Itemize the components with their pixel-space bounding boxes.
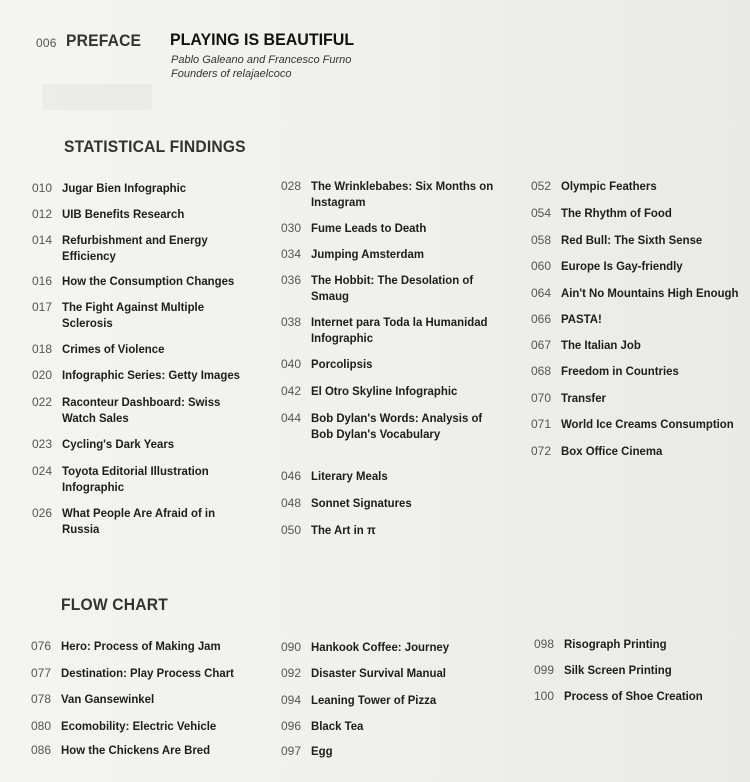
entry-page-number: 077 [31, 666, 52, 680]
entry-title: Destination: Play Process Chart [61, 666, 234, 680]
entry-title: Toyota Editorial Illustration Infographic [62, 464, 209, 494]
entry-page-number: 100 [534, 689, 555, 703]
entry-title: The Rhythm of Food [561, 206, 672, 220]
entry-title: How the Consumption Changes [62, 274, 235, 288]
entry-title: The Wrinklebabes: Six Months on Instagram [311, 179, 494, 209]
entry-page-number: 018 [32, 342, 53, 356]
entry-title: Fume Leads to Death [311, 221, 427, 235]
entry-title: UIB Benefits Research [62, 207, 185, 221]
preface-author-line-2: Founders of relajaelcoco [171, 68, 292, 80]
entry-page-number: 070 [531, 391, 552, 405]
entry-title: The Italian Job [561, 338, 641, 352]
entry-title: Van Gansewinkel [61, 692, 155, 706]
preface-section-label: PREFACE [66, 31, 142, 50]
entry-page-number: 094 [281, 693, 302, 707]
entry-page-number: 012 [32, 207, 53, 221]
entry-title: Ecomobility: Electric Vehicle [61, 719, 217, 733]
entry-title: The Art in π [311, 523, 376, 537]
entry-page-number: 038 [281, 315, 302, 329]
entry-page-number: 066 [531, 312, 552, 326]
entry-page-number: 023 [32, 437, 53, 451]
entry-title: Disaster Survival Manual [311, 666, 446, 680]
entry-page-number: 044 [281, 411, 302, 425]
entry-title: Leaning Tower of Pizza [311, 693, 437, 707]
entry-title: Egg [311, 744, 333, 758]
flow-chart-heading: FLOW CHART [61, 595, 168, 614]
entry-title: Raconteur Dashboard: Swiss Watch Sales [62, 395, 221, 425]
entry-page-number: 058 [531, 233, 552, 247]
entry-page-number: 036 [281, 273, 302, 287]
entry-page-number: 097 [281, 744, 302, 758]
entry-title: Ain't No Mountains High Enough [561, 286, 739, 300]
entry-page-number: 067 [531, 338, 552, 352]
entry-title: Box Office Cinema [561, 444, 663, 458]
entry-page-number: 042 [281, 384, 302, 398]
entry-page-number: 078 [31, 692, 52, 706]
entry-page-number: 024 [32, 464, 53, 478]
entry-page-number: 052 [531, 179, 552, 193]
entry-page-number: 068 [531, 364, 552, 378]
entry-title: Porcolipsis [311, 357, 373, 371]
entry-title: Internet para Toda la Humanidad Infographic [311, 315, 488, 345]
entry-title: PASTA! [561, 312, 602, 326]
entry-title: El Otro Skyline Infographic [311, 384, 458, 398]
entry-title: Cycling's Dark Years [62, 437, 175, 451]
entry-page-number: 064 [531, 286, 552, 300]
entry-page-number: 071 [531, 417, 552, 431]
entry-page-number: 090 [281, 640, 302, 654]
statistical-findings-heading: STATISTICAL FINDINGS [64, 137, 246, 156]
entry-title: Refurbishment and Energy Efficiency [62, 233, 208, 263]
entry-title: What People Are Afraid of in Russia [62, 506, 216, 536]
entry-title: Freedom in Countries [561, 364, 679, 378]
faint-show-through [42, 84, 152, 110]
entry-page-number: 014 [32, 233, 53, 247]
entry-page-number: 080 [31, 719, 52, 733]
entry-title: Hankook Coffee: Journey [311, 640, 450, 654]
entry-title: Crimes of Violence [62, 342, 165, 356]
entry-page-number: 096 [281, 719, 302, 733]
entry-page-number: 050 [281, 523, 302, 537]
entry-title: Red Bull: The Sixth Sense [561, 233, 703, 247]
entry-title: World Ice Creams Consumption [561, 417, 734, 431]
preface-title: PLAYING IS BEAUTIFUL [170, 30, 355, 49]
entry-page-number: 048 [281, 496, 302, 510]
entry-page-number: 016 [32, 274, 53, 288]
entry-title: Jugar Bien Infographic [62, 181, 187, 195]
entry-title: Black Tea [311, 719, 364, 733]
entry-page-number: 060 [531, 259, 552, 273]
entry-page-number: 026 [32, 506, 53, 520]
entry-page-number: 028 [281, 179, 302, 193]
entry-page-number: 098 [534, 637, 555, 651]
entry-title: Transfer [561, 391, 606, 405]
preface-author-line-1: Pablo Galeano and Francesco Furno [171, 54, 352, 66]
entry-title: Sonnet Signatures [311, 496, 412, 510]
entry-title: Hero: Process of Making Jam [61, 639, 221, 653]
entry-title: Infographic Series: Getty Images [62, 368, 241, 382]
entry-page-number: 030 [281, 221, 302, 235]
entry-page-number: 076 [31, 639, 52, 653]
entry-title: Process of Shoe Creation [564, 689, 703, 703]
entry-title: The Hobbit: The Desolation of Smaug [311, 273, 474, 303]
entry-page-number: 034 [281, 247, 302, 261]
entry-page-number: 022 [32, 395, 53, 409]
entry-page-number: 054 [531, 206, 552, 220]
preface-page-number: 006 [36, 36, 57, 50]
entry-title: Jumping Amsterdam [311, 247, 424, 261]
entry-title: The Fight Against Multiple Sclerosis [62, 300, 205, 330]
entry-title: Bob Dylan's Words: Analysis of Bob Dylan's Vocabulary [311, 411, 483, 441]
entry-title: How the Chickens Are Bred [61, 743, 211, 757]
entry-page-number: 046 [281, 469, 302, 483]
entry-page-number: 072 [531, 444, 552, 458]
entry-title: Literary Meals [311, 469, 388, 483]
entry-page-number: 017 [32, 300, 53, 314]
entry-title: Olympic Feathers [561, 179, 657, 193]
entry-page-number: 010 [32, 181, 53, 195]
entry-title: Silk Screen Printing [564, 663, 672, 677]
entry-page-number: 086 [31, 743, 52, 757]
entry-page-number: 099 [534, 663, 555, 677]
entry-page-number: 040 [281, 357, 302, 371]
entry-page-number: 092 [281, 666, 302, 680]
entry-title: Risograph Printing [564, 637, 667, 651]
entry-page-number: 020 [32, 368, 53, 382]
entry-title: Europe Is Gay-friendly [561, 259, 683, 273]
